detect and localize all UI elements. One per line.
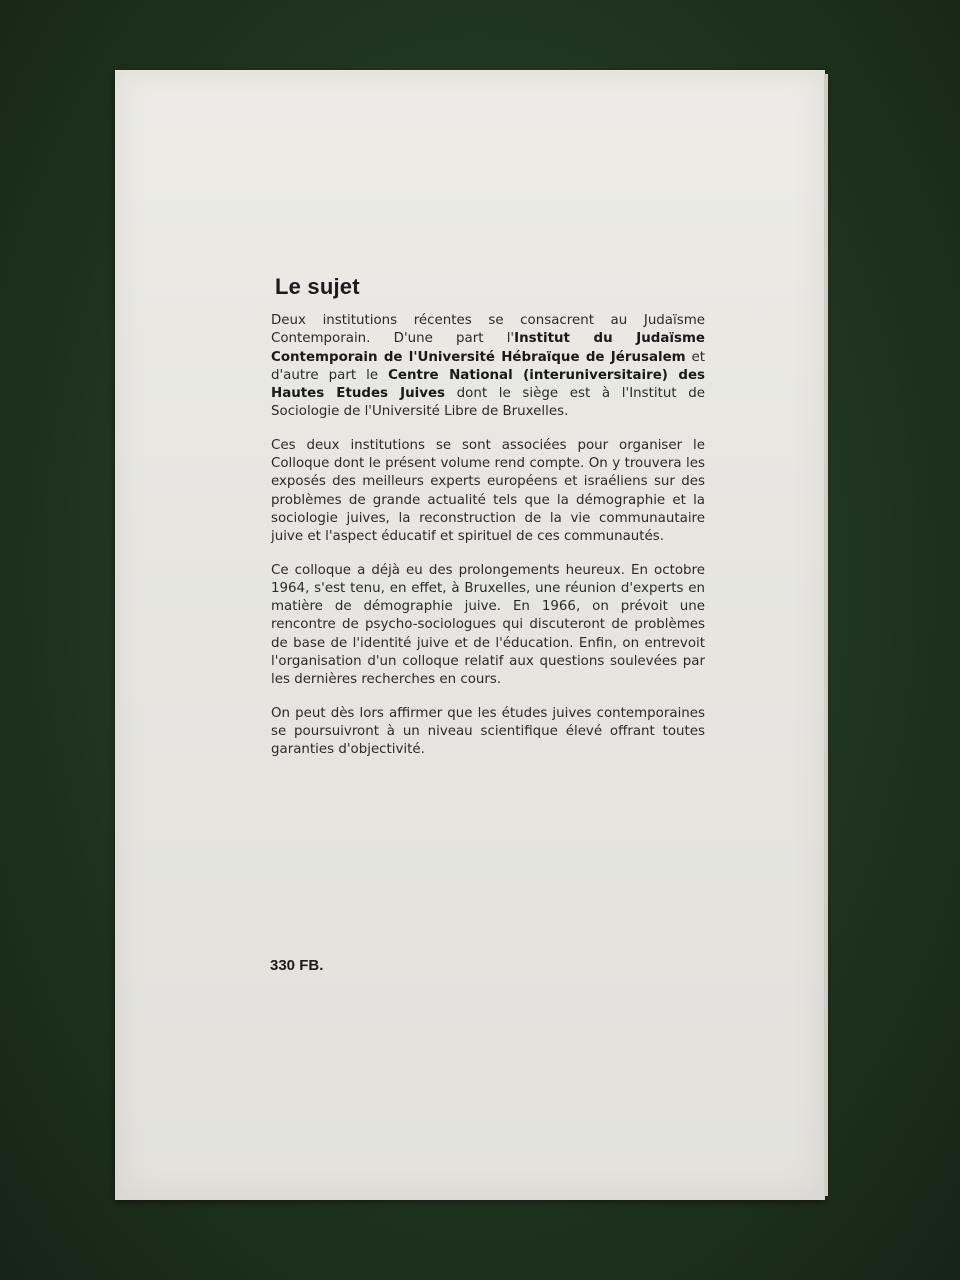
paragraph bbox=[271, 437, 705, 547]
book-back-cover bbox=[115, 70, 825, 1200]
text-segment: dont le siège est à l'Institut de Sociologie de l'Université Libre de Bruxelles. bbox=[271, 386, 705, 420]
text-segment: Ce colloque a déjà eu des prolongements heureux. En octobre 1964, s'est tenu, en effet, à Bruxelles, une réunion d'experts en matière de démographie juive. En 1966, on prévoit une rencontre de psycho-sociologues qui discuteront de problèmes de base de l'identité juive et de l'éducation. Enfin, on entrevoit l'organisation d'un colloque relatif aux questions soulevées par les dernières recherches en cours. bbox=[271, 562, 705, 688]
paragraph bbox=[271, 705, 705, 760]
text-segment: et d'autre part le bbox=[271, 349, 706, 383]
price-label: 330 FB. bbox=[270, 957, 324, 974]
paragraph bbox=[271, 562, 705, 690]
text-segment: On peut dès lors affirmer que les études juives contemporaines se poursuivront à un niveau scientifique élevé offrant toutes garanties d'objectivité. bbox=[271, 705, 705, 758]
text-segment: Deux institutions récentes se consacrent au Judaïsme Contemporain. D'une part l' bbox=[271, 313, 705, 347]
paragraph bbox=[271, 312, 705, 422]
heading-le-sujet: Le sujet bbox=[275, 274, 360, 299]
text-segment-bold: Centre National (interuniversitaire) des Hautes Etudes Juives bbox=[271, 367, 705, 402]
text-segment-bold: Institut du Judaïsme Contemporain de l'Université Hébraïque de Jérusalem bbox=[271, 331, 705, 365]
text-segment: Ces deux institutions se sont associées pour organiser le Colloque dont le présent volume rend compte. On y trouvera les exposés des meilleurs experts européens et israéliens sur des problèmes de grande actualité tels que la démographie et la sociologie juives, la reconstruction de la vie communautaire juive et l'aspect éducatif et spirituel de ces communautés. bbox=[271, 437, 705, 545]
body-text bbox=[271, 312, 705, 775]
